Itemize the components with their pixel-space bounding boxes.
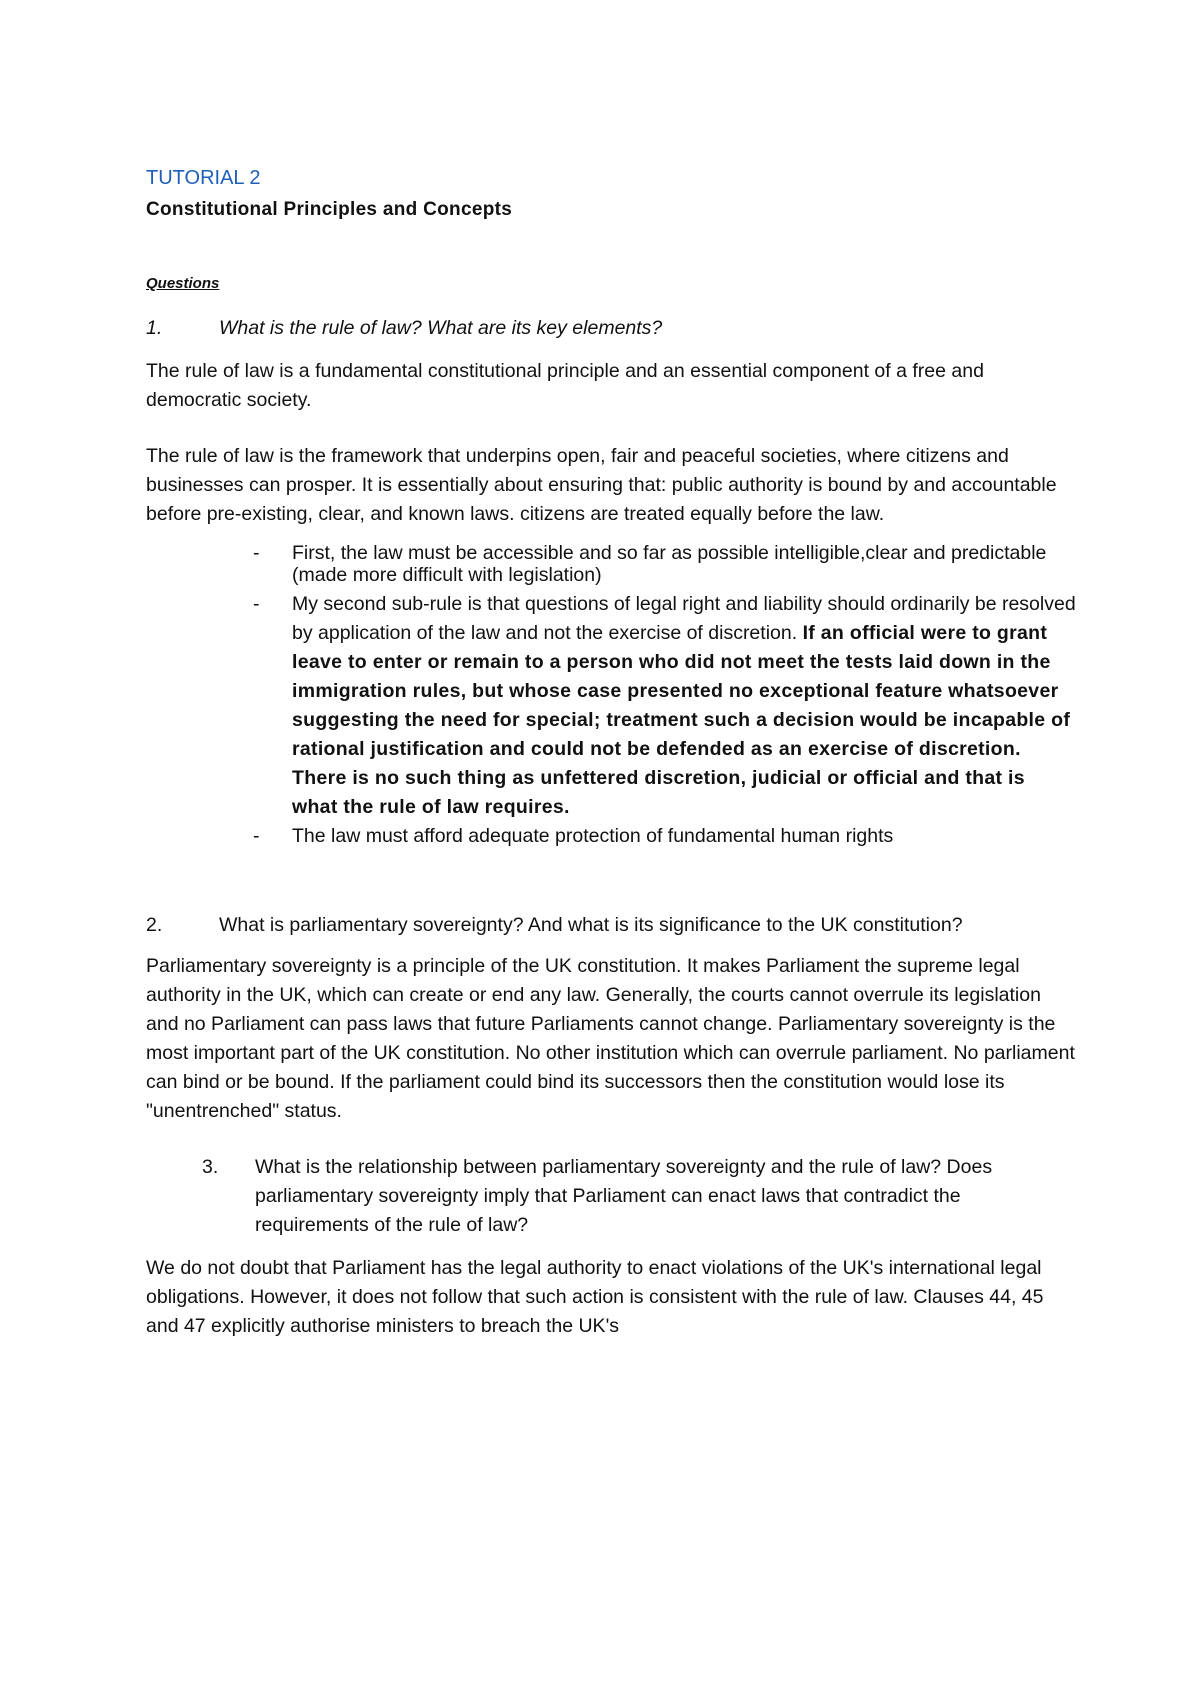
bullet-2-text: My second sub-rule is that questions of legal right and liability should ordinarily be resolved by application of the law and not the exercise of discretion.: [292, 593, 1076, 644]
answer-3-paragraph: We do not doubt that Parliament has the legal authority to enact violations of the UK's international legal obligations. However, it does not follow that such action is consistent with the rule of law. Clauses 44, 45 and 47 explicitly authorise ministers to breach the UK's: [146, 1257, 1044, 1337]
bullet-3-text: The law must afford adequate protection of fundamental human rights: [292, 825, 894, 847]
question-1: [146, 314, 1076, 343]
questions-heading: Questions: [146, 275, 220, 292]
question-2-number: 2.: [146, 914, 163, 936]
document-title: TUTORIAL 2: [146, 167, 261, 189]
list-item: [253, 822, 1076, 851]
question-1-number: 1.: [146, 317, 163, 339]
question-1-text: What is the rule of law? What are its key elements?: [219, 317, 663, 339]
bullet-dash: -: [253, 593, 260, 615]
bullet-1-text: First, the law must be accessible and so far as possible intelligible,clear and predictable (made more difficult with legislation): [292, 542, 1047, 586]
answer-1-paragraph-1: The rule of law is a fundamental constitutional principle and an essential component of a free and democratic society.: [146, 360, 984, 411]
bullet-dash: -: [253, 542, 260, 564]
bullet-2-bold-text: If an official were to grant leave to enter or remain to a person who did not meet the tests laid down in the immigration rules, but whose case presented no exceptional feature whatsoever suggesting the need for special; treatment such a decision would be incapable of rational justification and could not be defended as an exercise of discretion. There is no such thing as unfettered discretion, judicial or official and that is what the rule of law requires.: [292, 622, 1071, 818]
list-item: [253, 542, 1076, 586]
question-3-text: What is the relationship between parliamentary sovereignty and the rule of law? Does parliamentary sovereignty imply that Parliament can enact laws that contradict the requirements of the rule of law?: [255, 1156, 993, 1236]
document-body: [146, 166, 1076, 1368]
answer-1-paragraph-2: The rule of law is the framework that underpins open, fair and peaceful societies, where citizens and businesses can prosper. It is essentially about ensuring that: public authority is bound by and accountable before pre-existing, clear, and known laws. citizens are treated equally before the law.: [146, 445, 1057, 525]
answer-2-paragraph: Parliamentary sovereignty is a principle of the UK constitution. It makes Parliament the supreme legal authority in the UK, which can create or end any law. Generally, the courts cannot overrule its legislation and no Parliament can pass laws that future Parliaments cannot change. Parliamentary sovereignty is the most important part of the UK constitution. No other institution which can overrule parliament. No parliament can bind or be bound. If the parliament could bind its successors then the constitution would lose its "unentrenched" status.: [146, 955, 1075, 1122]
bullet-dash: -: [253, 825, 260, 847]
question-2: [146, 911, 1076, 940]
question-3: [202, 1153, 1076, 1240]
document-subtitle: Constitutional Principles and Concepts: [146, 199, 513, 220]
question-3-number: 3.: [202, 1156, 219, 1178]
list-item: [253, 590, 1076, 822]
answer-1-bullet-list: [146, 542, 1076, 851]
question-2-text: What is parliamentary sovereignty? And what is its significance to the UK constitution?: [219, 914, 963, 936]
